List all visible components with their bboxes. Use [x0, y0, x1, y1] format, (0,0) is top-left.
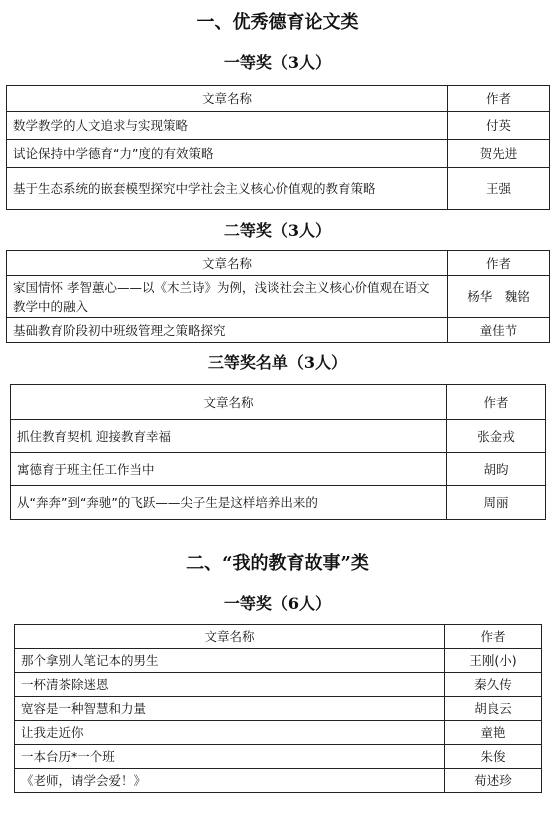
table-header-row	[15, 625, 542, 649]
s1-second-prize-heading: 二等奖（3人）	[223, 221, 332, 240]
column-header-title: 文章名称	[7, 86, 448, 112]
table-header-row	[11, 385, 546, 420]
article-author: 付英	[448, 112, 550, 140]
article-author: 周丽	[447, 486, 546, 520]
article-title: 寓德育于班主任工作当中	[11, 453, 447, 486]
table-row	[11, 453, 546, 486]
article-title: 数学教学的人文追求与实现策略	[7, 112, 448, 140]
column-header-title: 文章名称	[11, 385, 447, 420]
article-author: 贺先进	[448, 140, 550, 168]
article-author: 杨华 魏铭	[448, 276, 550, 318]
s1-third-prize-heading: 三等奖名单（3人）	[207, 353, 348, 372]
table-row	[11, 420, 546, 453]
column-header-title: 文章名称	[15, 625, 445, 649]
article-title: 抓住教育契机 迎接教育幸福	[11, 420, 447, 453]
article-title: 家国情怀 孝智蕙心——以《木兰诗》为例，浅谈社会主义核心价值观在语文教学中的融入	[7, 276, 448, 318]
table-row	[7, 276, 550, 318]
article-title: 从“奔奔”到“奔驰”的飞跃——尖子生是这样培养出来的	[11, 486, 447, 520]
s1-third-prize-table	[10, 384, 546, 520]
article-title: 宽容是一种智慧和力量	[15, 697, 445, 721]
table-row	[15, 769, 542, 793]
article-title: 《老师，请学会爱！》	[15, 769, 445, 793]
article-title: 那个拿别人笔记本的男生	[15, 649, 445, 673]
s2-first-prize-heading: 一等奖（6人）	[223, 594, 332, 613]
section-1-title: 一、优秀德育论文类	[196, 12, 359, 33]
s1-second-prize-table	[6, 250, 550, 343]
column-header-author: 作者	[447, 385, 546, 420]
article-author: 王强	[448, 168, 550, 210]
article-author: 胡良云	[445, 697, 542, 721]
table-row	[11, 486, 546, 520]
column-header-author: 作者	[448, 251, 550, 276]
article-title: 一杯清茶除迷恩	[15, 673, 445, 697]
table-row	[7, 140, 550, 168]
table-row	[15, 745, 542, 769]
column-header-author: 作者	[445, 625, 542, 649]
column-header-author: 作者	[448, 86, 550, 112]
column-header-title: 文章名称	[7, 251, 448, 276]
table-row	[7, 168, 550, 210]
article-author: 秦久传	[445, 673, 542, 697]
article-author: 荀述珍	[445, 769, 542, 793]
table-header-row	[7, 86, 550, 112]
table-header-row	[7, 251, 550, 276]
article-title: 让我走近你	[15, 721, 445, 745]
table-row	[15, 673, 542, 697]
s1-first-prize-table	[6, 85, 550, 210]
table-row	[7, 318, 550, 343]
article-title: 一本台历*一个班	[15, 745, 445, 769]
table-row	[7, 112, 550, 140]
table-row	[15, 649, 542, 673]
s1-first-prize-heading: 一等奖（3人）	[223, 53, 332, 72]
table-row	[15, 721, 542, 745]
s2-first-prize-table	[14, 624, 542, 793]
article-title: 试论保持中学德育“力”度的有效策略	[7, 140, 448, 168]
table-row	[15, 697, 542, 721]
article-author: 童佳节	[448, 318, 550, 343]
article-title: 基于生态系统的嵌套模型探究中学社会主义核心价值观的教育策略	[7, 168, 448, 210]
article-author: 童艳	[445, 721, 542, 745]
article-author: 王刚(小)	[445, 649, 542, 673]
section-2-title: 二、“我的教育故事”类	[186, 553, 369, 574]
article-title: 基础教育阶段初中班级管理之策略探究	[7, 318, 448, 343]
article-author: 朱俊	[445, 745, 542, 769]
article-author: 张金戎	[447, 420, 546, 453]
article-author: 胡昀	[447, 453, 546, 486]
